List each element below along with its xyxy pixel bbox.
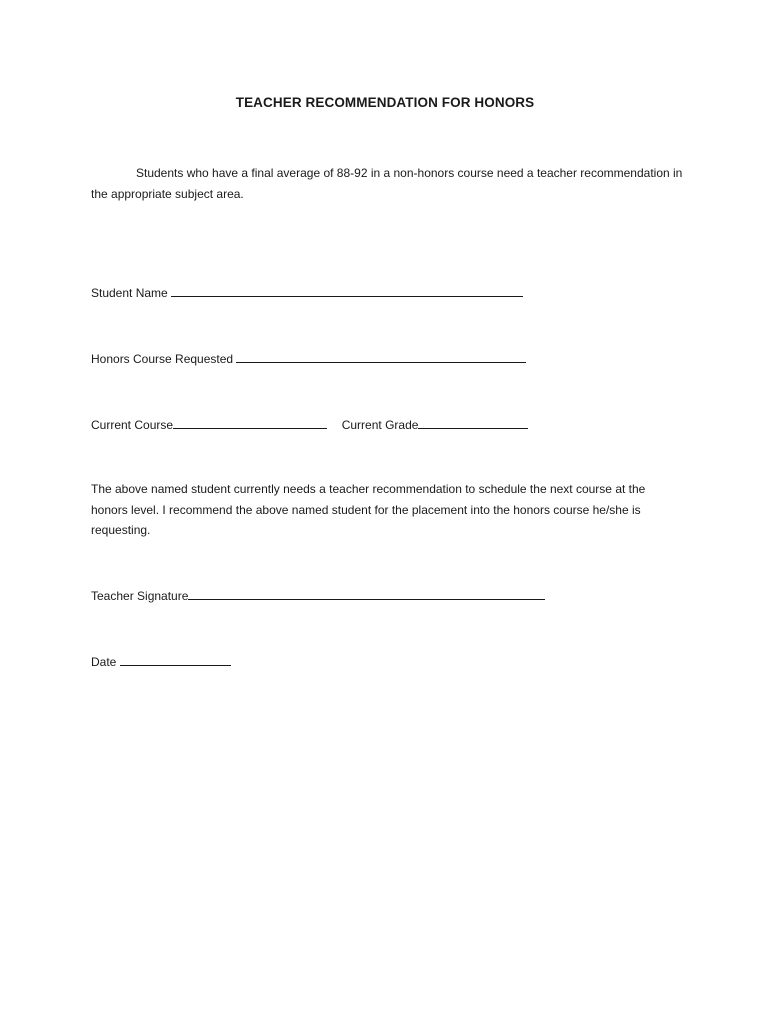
- current-course-label: Current Course: [91, 418, 174, 432]
- teacher-signature-label: Teacher Signature: [91, 589, 189, 603]
- document-title: TEACHER RECOMMENDATION FOR HONORS: [235, 95, 535, 110]
- current-grade-label: Current Grade: [341, 418, 419, 432]
- date-blank[interactable]: [120, 652, 231, 666]
- date-label: Date: [91, 655, 117, 669]
- date-field: [91, 652, 231, 672]
- student-name-field: [91, 283, 523, 303]
- intro-text: Students who have a final average of 88-92 in a non-honors course need a teacher recommendation in the appropriate subject area.: [91, 166, 683, 201]
- honors-course-label: Honors Course Requested: [91, 352, 234, 366]
- current-grade-blank[interactable]: [418, 415, 528, 429]
- recommendation-statement: The above named student currently needs a teacher recommendation to schedule the next course at the honors level. I recommend the above named student for the placement into the honors course he/she is requesting.: [91, 482, 646, 537]
- student-name-label: Student Name: [91, 286, 168, 300]
- intro-paragraph: [91, 163, 691, 204]
- honors-course-blank[interactable]: [236, 349, 526, 363]
- teacher-signature-blank[interactable]: [188, 586, 545, 600]
- teacher-signature-field: [91, 586, 545, 606]
- honors-course-field: [91, 349, 526, 369]
- student-name-blank[interactable]: [171, 283, 523, 297]
- current-course-grade-row: [91, 415, 528, 435]
- current-course-blank[interactable]: [173, 415, 327, 429]
